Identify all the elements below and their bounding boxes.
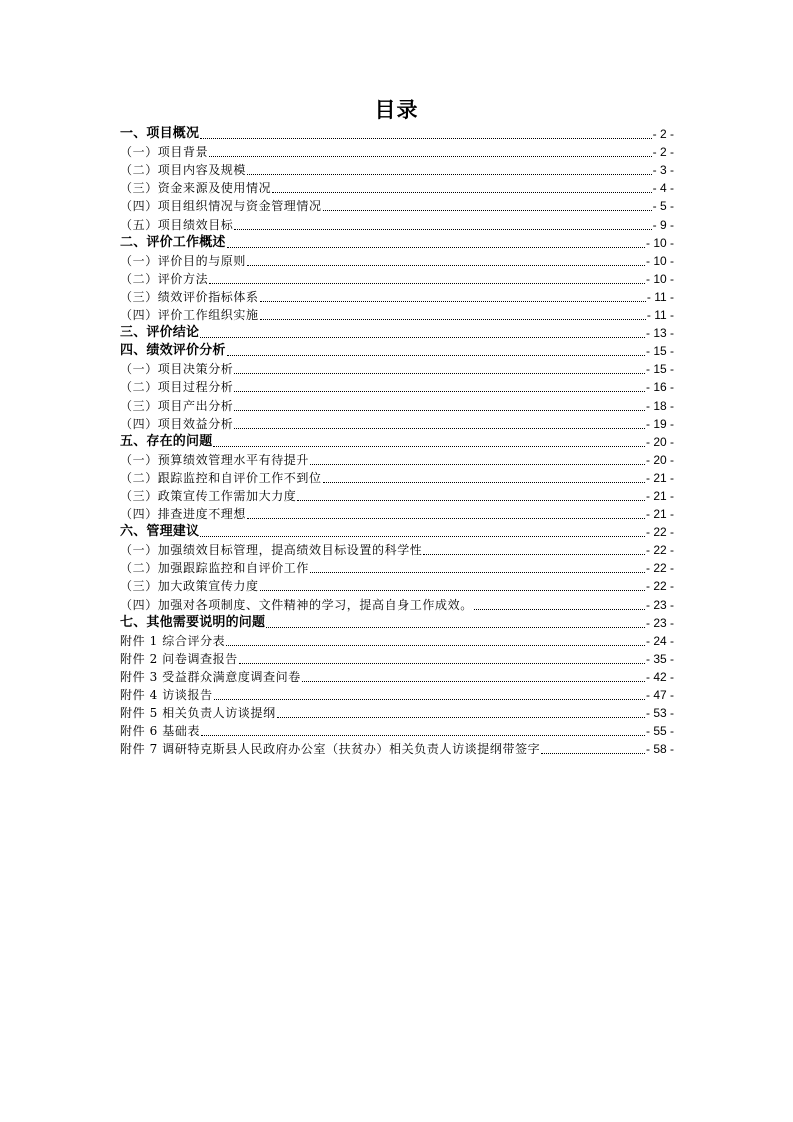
toc-section-entry[interactable] [120,686,674,704]
toc-entry-label: 一、项目概况 [120,126,200,142]
toc-entry-label: （一）项目决策分析 [120,362,234,377]
toc-section-entry[interactable] [120,161,674,179]
toc-section-entry[interactable] [120,415,674,433]
toc-entry-label: 七、其他需要说明的问题 [120,614,266,630]
toc-section-entry[interactable] [120,288,674,306]
toc-entry-label: 附件 3 受益群众满意度调查问卷 [120,669,301,684]
toc-section-entry[interactable] [120,704,674,722]
toc-dot-leader [302,680,645,682]
toc-page-number: - 21 - [645,488,674,503]
toc-entry-label: 附件 4 访谈报告 [120,688,213,702]
toc-entry-label: 附件 2 问卷调查报告 [120,651,238,666]
toc-page-number: - 5 - [652,199,674,214]
toc-entry-label: （一）评价目的与原则 [120,253,247,268]
toc-chapter-entry[interactable] [120,342,674,360]
toc-dot-leader [234,228,651,230]
toc-section-entry[interactable] [120,668,674,686]
toc-section-entry[interactable] [120,559,674,577]
toc-page-number: - 22 - [645,579,674,594]
toc-dot-leader [277,716,645,718]
toc-chapter-entry[interactable] [120,433,674,451]
toc-page-number: - 15 - [645,344,674,359]
toc-page-number: - 20 - [645,434,674,449]
toc-section-entry[interactable] [120,197,674,215]
toc-dot-leader [234,372,645,374]
toc-section-entry[interactable] [120,378,674,396]
toc-entry-label: 五、存在的问题 [120,433,213,449]
toc-dot-leader [234,390,645,392]
toc-page-number: - 21 - [645,507,674,522]
toc-entry-label: （二）跟踪监控和自评价工作不到位 [120,470,322,485]
toc-dot-leader [310,463,645,465]
toc-entry-label: （四）加强对各项制度、文件精神的学习，提高自身工作成效。 [120,597,473,612]
toc-entry-label: （四）排查进度不理想 [120,507,247,522]
toc-dot-leader [227,354,645,356]
toc-page-number: - 24 - [645,633,674,648]
toc-page-number: - 55 - [645,724,674,739]
toc-chapter-entry[interactable] [120,523,674,541]
toc-entry-label: （五）项目绩效目标 [120,217,234,232]
toc-page-number: - 21 - [645,470,674,485]
toc-section-entry[interactable] [120,577,674,595]
toc-dot-leader [234,427,645,429]
toc-dot-leader [323,481,645,483]
toc-section-entry[interactable] [120,451,674,469]
toc-page-number: - 3 - [652,163,674,178]
toc-entry-label: （四）项目效益分析 [120,416,234,431]
toc-dot-leader [214,698,645,700]
toc-section-entry[interactable] [120,740,674,758]
toc-entry-label: （三）政策宣传工作需加大力度 [120,488,297,503]
toc-section-entry[interactable] [120,306,674,324]
toc-section-entry[interactable] [120,541,674,559]
toc-section-entry[interactable] [120,595,674,613]
toc-dot-leader [247,264,645,266]
toc-page-number: - 42 - [645,669,674,684]
toc-section-entry[interactable] [120,722,674,740]
toc-entry-label: （三）项目产出分析 [120,398,234,413]
toc-page-number: - 2 - [652,127,674,142]
toc-entry-label: 四、绩效评价分析 [120,343,226,359]
toc-chapter-entry[interactable] [120,125,674,143]
toc-dot-leader [297,499,645,501]
toc-page-number: - 9 - [652,217,674,232]
toc-dot-leader [201,734,645,736]
toc-page-number: - 19 - [645,416,674,431]
toc-dot-leader [260,589,645,591]
toc-section-entry[interactable] [120,650,674,668]
toc-chapter-entry[interactable] [120,324,674,342]
toc-title: 目录 [374,98,419,122]
toc-page-number: - 23 - [645,597,674,612]
toc-dot-leader [310,571,645,573]
toc-page-number: - 15 - [645,362,674,377]
toc-page-number: - 2 - [652,145,674,160]
toc-dot-leader [239,662,645,664]
toc-page-number: - 10 - [645,253,674,268]
toc-entry-label: （一）加强绩效目标管理，提高绩效目标设置的科学性 [120,543,423,558]
toc-dot-leader [209,155,651,157]
toc-chapter-entry[interactable] [120,234,674,252]
toc-entry-label: （二）评价方法 [120,271,209,286]
toc-dot-leader [234,409,645,411]
toc-page-number: - 11 - [646,289,674,304]
toc-dot-leader [209,282,645,284]
toc-dot-leader [323,209,652,211]
toc-entry-label: （二）加强跟踪监控和自评价工作 [120,561,310,576]
toc-entry-label: 二、评价工作概述 [120,234,226,250]
toc-dot-leader [272,191,651,193]
toc-dot-leader [247,173,652,175]
toc-page-number: - 35 - [645,651,674,666]
toc-dot-leader [260,300,646,302]
toc-entry-label: （三）资金来源及使用情况 [120,181,272,196]
toc-entry-label: （三）加大政策宣传力度 [120,579,259,594]
toc-entry-label: 附件 6 基础表 [120,724,201,739]
toc-section-entry[interactable] [120,505,674,523]
toc-entry-label: （一）项目背景 [120,145,209,160]
toc-page-number: - 22 - [645,543,674,558]
toc-list [120,125,674,758]
toc-dot-leader [200,137,651,139]
toc-dot-leader [247,517,645,519]
toc-entry-label: （二）项目内容及规模 [120,163,247,178]
toc-page-number: - 22 - [645,525,674,540]
toc-page-number: - 47 - [645,688,674,702]
toc-section-entry[interactable] [120,143,674,161]
toc-section-entry[interactable] [120,270,674,288]
toc-dot-leader [266,626,645,628]
toc-entry-label: （四）项目组织情况与资金管理情况 [120,199,322,214]
toc-dot-leader [260,318,646,320]
toc-dot-leader [213,445,645,447]
toc-dot-leader [200,535,645,537]
toc-section-entry[interactable] [120,215,674,233]
toc-entry-label: 六、管理建议 [120,524,200,540]
toc-dot-leader [227,246,645,248]
toc-page-number: - 11 - [646,308,674,323]
toc-section-entry[interactable] [120,396,674,414]
toc-page-number: - 13 - [645,326,674,341]
toc-section-entry[interactable] [120,360,674,378]
toc-page-number: - 22 - [645,561,674,576]
toc-page-number: - 58 - [645,742,674,757]
toc-section-entry[interactable] [120,487,674,505]
toc-entry-label: 附件 5 相关负责人访谈提纲 [120,706,276,721]
toc-page-number: - 10 - [645,271,674,286]
toc-entry-label: 附件 1 综合评分表 [120,633,226,648]
toc-dot-leader [200,336,645,338]
toc-dot-leader [423,553,645,555]
toc-page-number: - 20 - [645,452,674,467]
toc-entry-label: 附件 7 调研特克斯县人民政府办公室（扶贫办）相关负责人访谈提纲带签字 [120,742,541,757]
toc-entry-label: （三）绩效评价指标体系 [120,289,259,304]
toc-dot-leader [474,608,645,610]
toc-section-entry[interactable] [120,179,674,197]
toc-dot-leader [541,752,645,754]
toc-page-number: - 16 - [645,380,674,395]
toc-section-entry[interactable] [120,632,674,650]
toc-page-number: - 18 - [645,398,674,413]
toc-entry-label: （二）项目过程分析 [120,380,234,395]
toc-page-number: - 23 - [645,615,674,630]
toc-entry-label: （四）评价工作组织实施 [120,308,259,323]
toc-section-entry[interactable] [120,252,674,270]
toc-entry-label: （一）预算绩效管理水平有待提升 [120,452,310,467]
toc-entry-label: 三、评价结论 [120,325,200,341]
toc-section-entry[interactable] [120,469,674,487]
toc-dot-leader [226,644,645,646]
toc-chapter-entry[interactable] [120,614,674,632]
toc-page-number: - 4 - [652,181,674,196]
toc-page-number: - 53 - [645,706,674,721]
toc-page-number: - 10 - [645,235,674,250]
